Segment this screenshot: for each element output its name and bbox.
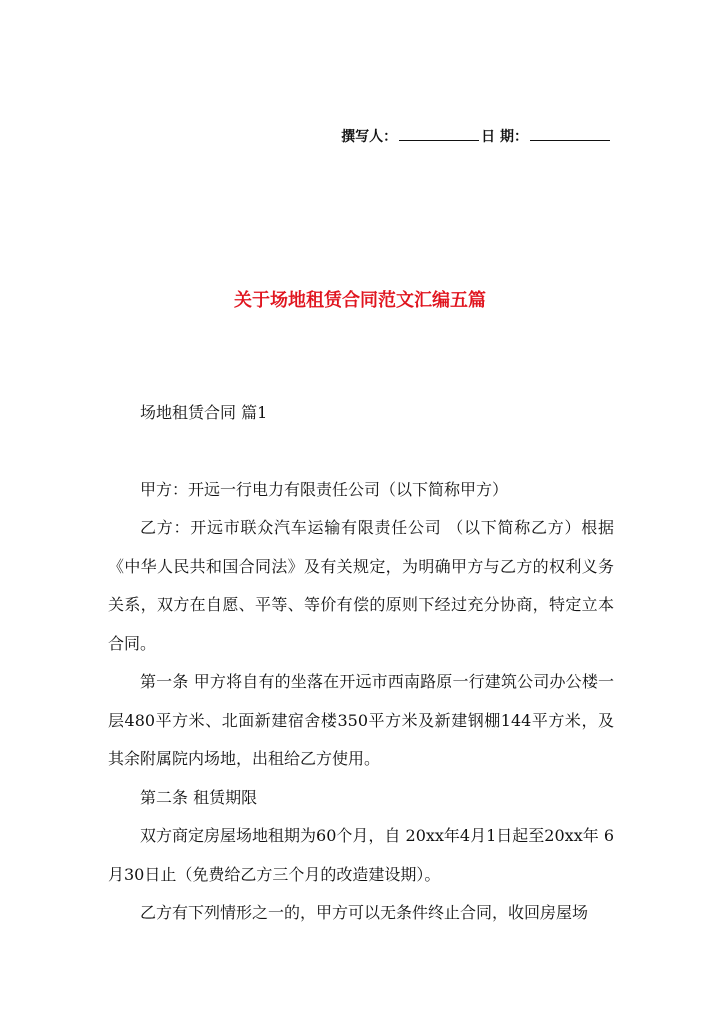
document-title: 关于场地租赁合同范文汇编五篇 [234,290,486,311]
author-label: 撰写人： [341,129,398,145]
author-date-line [341,126,612,146]
paragraph-article-1: 第一条 甲方将自有的坐落在开远市西南路原一行建筑公司办公楼一层480平方米、北面新建宿舍楼350平方米及新建钢棚144平方米，及其余附属院内场地，出租给乙方使用。 [108,672,614,768]
paragraph-party-b: 乙方：开远市联众汽车运输有限责任公司 （以下简称乙方）根据《中华人民共和国合同法》及有关规定，为明确甲方与乙方的权利义务关系，双方在自愿、平等、等价有偿的原则下经过充分协商，特定立本合同。 [108,518,614,653]
author-blank [399,128,479,141]
document-body [108,394,614,933]
date-blank [530,128,610,141]
paragraph-termination: 乙方有下列情形之一的，甲方可以无条件终止合同，收回房屋场 [140,903,589,922]
paragraph-article-2-heading: 第二条 租赁期限 [140,787,258,807]
paragraph-party-a: 甲方：开远一行电力有限责任公司（以下简称甲方） [140,479,509,499]
spacer [108,433,614,471]
paragraph-lease-term: 双方商定房屋场地租期为60个月，自 20xx年4月1日起至20xx年 6月30日止（免费给乙方三个月的改造建设期）。 [108,826,614,884]
date-label: 日 期： [481,129,528,145]
section-heading: 场地租赁合同 篇1 [140,403,268,422]
